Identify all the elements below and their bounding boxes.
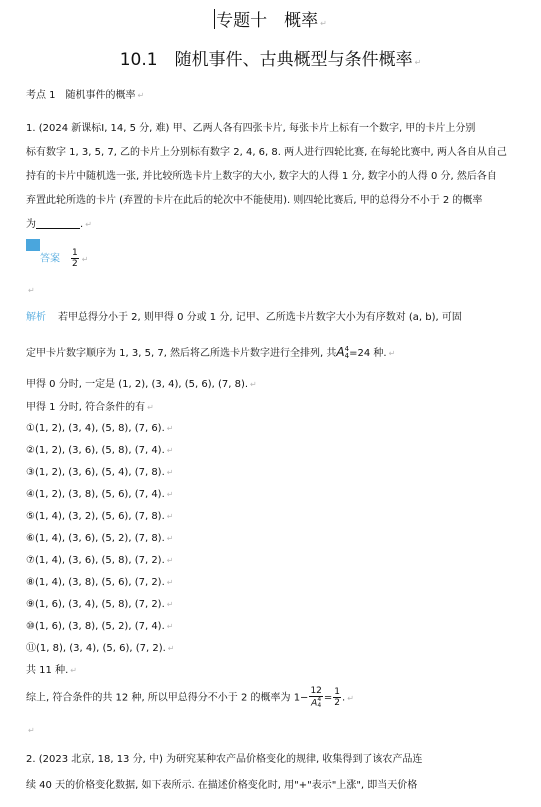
paragraph-mark-icon: ↵ [28, 726, 35, 735]
paragraph-mark-icon: ↵ [70, 666, 77, 675]
case-11: ⑪(1, 8), (3, 4), (5, 6), (7, 2). ↵ [26, 643, 175, 654]
paragraph-mark-icon: ↵ [166, 490, 174, 499]
solution-one-case: 甲得 1 分时, 符合条件的有 ↵ [26, 402, 154, 413]
solution-total: 共 11 种. ↵ [26, 665, 77, 676]
section-title: 10.1 随机事件、古典概型与条件概率 ↵ [119, 50, 422, 70]
paragraph-mark-icon: ↵ [166, 556, 174, 565]
blank-paragraph [26, 724, 35, 738]
question-1-line-3: 持有的卡片中随机选一张, 并比较所选卡片上数字的大小, 数字大的人得 1 分, 数字小的人得 0 分, 然后各自 [26, 171, 497, 182]
case-3: ③(1, 2), (3, 6), (5, 4), (7, 8). ↵ [26, 467, 174, 478]
probability-fraction-1: 12 A 4 4 [310, 686, 322, 709]
question-1-line-4: 弃置此轮所选的卡片 (弃置的卡片在此后的轮次中不能使用). 则四轮比赛后, 甲的总得分不小于 2 的概率 [26, 195, 483, 206]
case-5: ⑤(1, 4), (3, 2), (5, 6), (7, 8). ↵ [26, 511, 174, 522]
permutation-indices: 4 4 [344, 345, 350, 360]
solution-line-1: 解析 若甲总得分小于 2, 则甲得 0 分或 1 分, 记甲、乙所选卡片数字大小为有序数对 (a, b), 可固 [26, 312, 462, 323]
topic-heading: 考点 1 随机事件的概率 ↵ [26, 90, 145, 101]
question-2-line-2: 续 40 天的价格变化数据, 如下表所示. 在描述价格变化时, 用"+"表示"上涨", 即当天价格 [26, 780, 418, 791]
paragraph-mark-icon: ↵ [167, 644, 175, 653]
chapter-title: 专题十 概率 ↵ [216, 11, 327, 31]
paragraph-mark-icon: ↵ [137, 91, 145, 100]
case-4: ④(1, 2), (3, 8), (5, 6), (7, 4). ↵ [26, 489, 174, 500]
paragraph-mark-icon: ↵ [347, 693, 354, 703]
paragraph-mark-icon: ↵ [147, 403, 154, 412]
paragraph-mark-icon: ↵ [85, 220, 92, 229]
paragraph-mark-icon: ↵ [166, 424, 174, 433]
case-8: ⑧(1, 4), (3, 8), (5, 6), (7, 2). ↵ [26, 577, 174, 588]
solution-line-2: 定甲卡片数字顺序为 1, 3, 5, 7, 然后将乙所选卡片数字进行全排列, 共A 4 4 =24 种. ↵ [26, 345, 396, 360]
case-7: ⑦(1, 4), (3, 6), (5, 8), (7, 2). ↵ [26, 555, 174, 566]
solution-label: 解析 [26, 312, 46, 323]
question-1-line-5: 为 . ↵ [26, 219, 92, 230]
case-9: ⑨(1, 6), (3, 4), (5, 8), (7, 2). ↵ [26, 599, 174, 610]
paragraph-mark-icon: ↵ [250, 380, 257, 389]
paragraph-mark-icon: ↵ [166, 446, 174, 455]
case-10: ⑩(1, 6), (3, 8), (5, 2), (7, 4). ↵ [26, 621, 174, 632]
paragraph-mark-icon: ↵ [166, 534, 174, 543]
solution-conclusion: 综上, 符合条件的共 12 种, 所以甲总得分不小于 2 的概率为 1− 12 A 4 4 = $\frac{1}{2}$ . ↵ [26, 686, 354, 709]
paragraph-mark-icon: ↵ [166, 578, 174, 587]
case-6: ⑥(1, 4), (3, 6), (5, 2), (7, 8). ↵ [26, 533, 174, 544]
case-2: ②(1, 2), (3, 6), (5, 8), (7, 4). ↵ [26, 445, 174, 456]
paragraph-mark-icon: ↵ [28, 286, 35, 295]
answer-label: 答案 [40, 253, 60, 265]
answer-blank[interactable] [36, 218, 80, 229]
paragraph-mark-icon: ↵ [166, 600, 174, 609]
probability-fraction-2: $\frac{1}{2}$ [334, 687, 341, 708]
paragraph-mark-icon: ↵ [166, 512, 174, 521]
paragraph-mark-icon: ↵ [414, 58, 422, 67]
paragraph-mark-icon: ↵ [388, 349, 396, 358]
text-cursor [214, 9, 215, 29]
paragraph-mark-icon: ↵ [166, 468, 174, 477]
paragraph-mark-icon: ↵ [166, 622, 174, 631]
paragraph-mark-icon: ↵ [320, 19, 327, 28]
answer-marker-icon [26, 239, 40, 251]
question-1-line-2: 标有数字 1, 3, 5, 7, 乙的卡片上分别标有数字 2, 4, 6, 8. 两人进行四轮比赛, 在每轮比赛中, 两人各自从自己 [26, 147, 507, 158]
answer-fraction: $\frac{1}{2}$ [72, 248, 78, 269]
question-2-line-1: 2. (2023 北京, 18, 13 分, 中) 为研究某种农产品价格变化的规律, 收集得到了该农产品连 [26, 754, 423, 765]
blank-paragraph [26, 284, 35, 298]
paragraph-mark-icon: ↵ [81, 254, 89, 264]
case-1: ①(1, 2), (3, 4), (5, 8), (7, 6). ↵ [26, 423, 174, 434]
solution-zero-case: 甲得 0 分时, 一定是 (1, 2), (3, 4), (5, 6), (7, 8). ↵ [26, 379, 257, 390]
question-1-line-1: 1. (2024 新课标Ⅰ, 14, 5 分, 难) 甲、乙两人各有四张卡片, 每张卡片上标有一个数字, 甲的卡片上分别 [26, 123, 476, 134]
answer-line [40, 248, 88, 269]
